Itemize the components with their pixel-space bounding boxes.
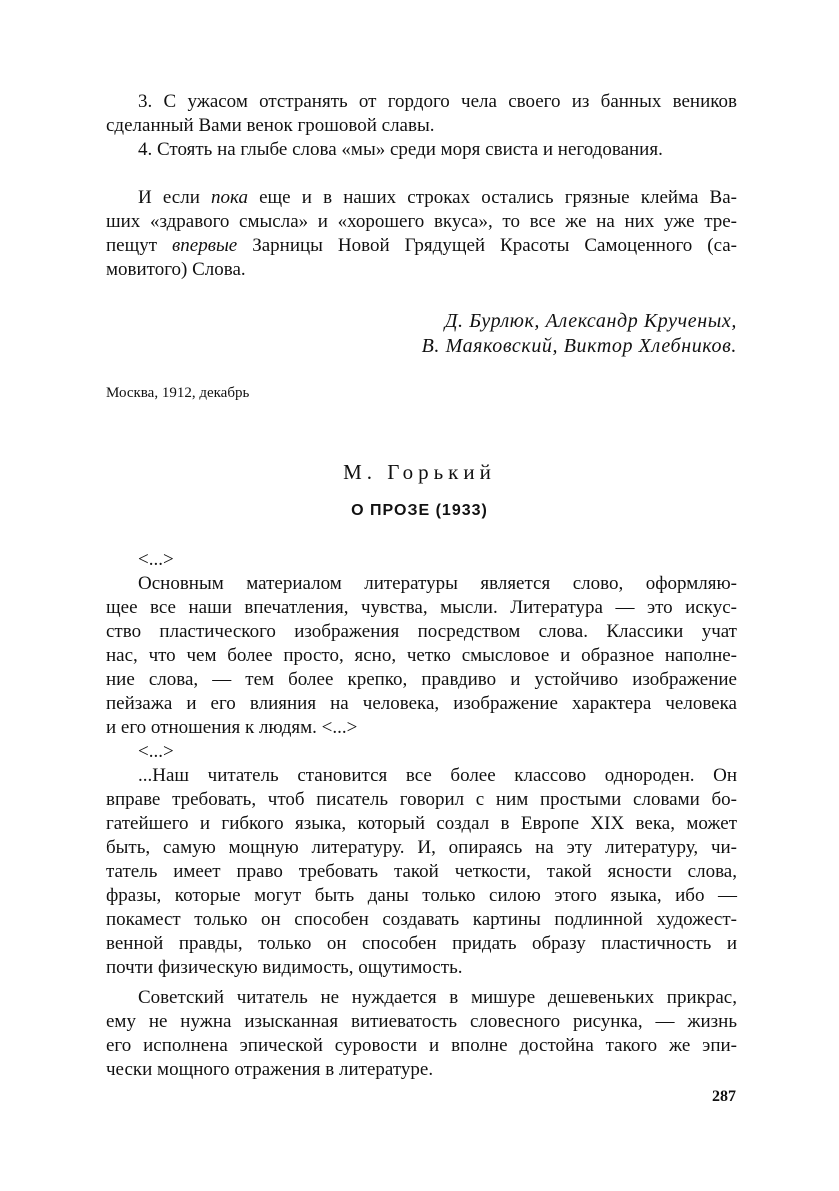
text-line: венной правды, только он способен придать образу пластичность и bbox=[106, 933, 737, 954]
text-line: гатейшего и гибкого языка, который создал в Европе XIX века, может bbox=[106, 813, 737, 834]
essay-title: О ПРОЗЕ (1933) bbox=[351, 502, 488, 519]
signature-line: Д. Бурлюк, Александр Крученых, bbox=[444, 310, 737, 332]
text-line: щее все наши впечатления, чувства, мысли. Литература — это искус- bbox=[106, 597, 737, 618]
manifesto-paragraph bbox=[106, 186, 737, 282]
paragraph bbox=[106, 986, 737, 1082]
text-line bbox=[106, 186, 737, 210]
text-line: ние слова, — тем более крепко, правдиво и устойчиво изображение bbox=[106, 669, 737, 690]
text-line: вправе требовать, чтоб писатель говорил с ним простыми словами бо- bbox=[106, 789, 737, 810]
text-line: <...> bbox=[138, 741, 174, 762]
text-line: 3. С ужасом отстранять от гордого чела своего из банных веников bbox=[138, 91, 737, 112]
paragraph bbox=[106, 572, 737, 740]
essay-body bbox=[106, 548, 737, 1082]
text-line: <...> bbox=[138, 549, 174, 570]
paragraph bbox=[106, 764, 737, 980]
text-line: 4. Стоять на глыбе слова «мы» среди моря свиста и негодования. bbox=[138, 139, 663, 160]
page-number: 287 bbox=[712, 1088, 736, 1105]
text-run: пещут bbox=[106, 235, 173, 256]
text-line: Советский читатель не нуждается в мишуре дешевеньких прикрас, bbox=[138, 987, 737, 1008]
emphasis: впервые bbox=[172, 235, 238, 256]
text-line: и его отношения к людям. <...> bbox=[106, 717, 358, 738]
manifesto-signatures bbox=[217, 309, 737, 359]
text-line: татель имеет право требовать такой четкости, такой ясности слова, bbox=[106, 861, 737, 882]
text-line: его исполнена эпической суровости и вполне достойна такого же эпи- bbox=[106, 1035, 737, 1056]
text-line bbox=[106, 234, 737, 258]
text-line: ему не нужна изысканная витиеватость словесного рисунка, — жизнь bbox=[106, 1011, 737, 1032]
text-line: быть, самую мощную литературу. И, опираясь на эту литературу, чи- bbox=[106, 837, 737, 858]
paragraph bbox=[106, 548, 737, 572]
text-line: пейзажа и его влияния на человека, изображение характера человека bbox=[106, 693, 737, 714]
emphasis: пока bbox=[211, 187, 248, 208]
signature-line: В. Маяковский, Виктор Хлебников. bbox=[421, 335, 737, 357]
paragraph bbox=[106, 740, 737, 764]
text-line: ших «здравого смысла» и «хорошего вкуса», то все же на них уже тре- bbox=[106, 211, 737, 232]
manifesto-item-3 bbox=[106, 90, 737, 138]
text-line: сделанный Вами венок грошовой славы. bbox=[106, 115, 435, 136]
text-line: почти физическую видимость, ощутимость. bbox=[106, 957, 463, 978]
text-line: нас, что чем более просто, ясно, четко смысловое и образное наполне- bbox=[106, 645, 737, 666]
text-line: мовитого) Слова. bbox=[106, 259, 246, 280]
text-run: еще и в наших строках остались грязные клейма Ва- bbox=[247, 187, 737, 208]
text-line: Основным материалом литературы является слово, оформляю- bbox=[138, 573, 737, 594]
text-line: покамест только он способен создавать картины подлинной художест- bbox=[106, 909, 737, 930]
text-run: Зарницы Новой Грядущей Красоты Самоценного (са- bbox=[237, 235, 737, 256]
text-line: фразы, которые могут быть даны только силою этого языка, ибо — bbox=[106, 885, 737, 906]
text-line: чески мощного отражения в литературе. bbox=[106, 1059, 434, 1080]
manifesto-item-4 bbox=[106, 138, 737, 162]
text-line: ...Наш читатель становится все более классово однороден. Он bbox=[138, 765, 737, 786]
text-line: ство пластического изображения посредством слова. Классики учат bbox=[106, 621, 737, 642]
dateline: Москва, 1912, декабрь bbox=[106, 385, 250, 401]
text-run: И если bbox=[138, 187, 212, 208]
author-name: М. Горький bbox=[343, 460, 496, 484]
